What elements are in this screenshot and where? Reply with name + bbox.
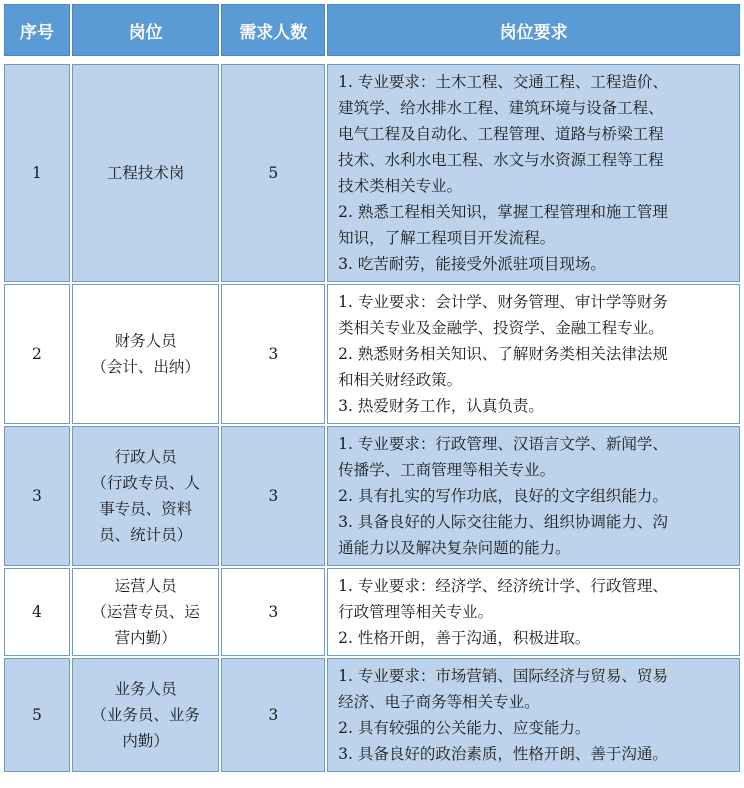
row-requirements bbox=[327, 426, 740, 566]
table-row bbox=[4, 284, 740, 424]
row-count: 3 bbox=[221, 658, 325, 772]
requirement-line: 3. 吃苦耐劳，能接受外派驻项目现场。 bbox=[338, 255, 606, 273]
row-position bbox=[72, 658, 220, 772]
row-no: 5 bbox=[4, 658, 70, 772]
position-line: 工程技术岗 bbox=[106, 164, 185, 182]
requirement-line: 电气工程及自动化、工程管理、道路与桥梁工程 bbox=[338, 125, 664, 143]
requirement-line: 2. 熟悉财务相关知识、了解财务类相关法律法规 bbox=[338, 345, 668, 363]
table-row bbox=[4, 658, 740, 772]
row-requirements bbox=[327, 284, 740, 424]
row-count: 5 bbox=[221, 64, 325, 282]
header-no: 序号 bbox=[4, 4, 70, 56]
requirement-line: 2. 熟悉工程相关知识，掌握工程管理和施工管理 bbox=[338, 203, 668, 221]
position-line: （运营专员、运 bbox=[91, 603, 200, 621]
requirement-line: 2. 具有扎实的写作功底，良好的文字组织能力。 bbox=[338, 487, 668, 505]
position-line: 行政人员 bbox=[114, 448, 177, 466]
row-position bbox=[72, 64, 220, 282]
position-line: 业务人员 bbox=[114, 680, 177, 698]
row-requirements bbox=[327, 568, 740, 656]
table-row bbox=[4, 568, 740, 656]
row-requirements bbox=[327, 658, 740, 772]
row-no: 4 bbox=[4, 568, 70, 656]
row-no: 1 bbox=[4, 64, 70, 282]
row-position bbox=[72, 426, 220, 566]
requirement-line: 技术、水利水电工程、水文与水资源工程等工程 bbox=[338, 151, 664, 169]
position-line: 事专员、资料 bbox=[99, 500, 193, 518]
position-line: 运营人员 bbox=[114, 577, 177, 595]
row-count: 3 bbox=[221, 426, 325, 566]
position-line: （业务员、业务 bbox=[91, 706, 200, 724]
requirement-line: 2. 性格开朗，善于沟通，积极进取。 bbox=[338, 629, 591, 647]
row-position bbox=[72, 568, 220, 656]
requirement-line: 1. 专业要求：市场营销、国际经济与贸易、贸易 bbox=[338, 667, 668, 685]
row-position bbox=[72, 284, 220, 424]
requirement-line: 和相关财经政策。 bbox=[338, 371, 463, 389]
position-line: 员、统计员） bbox=[99, 526, 193, 544]
requirement-line: 3. 具备良好的政治素质，性格开朗、善于沟通。 bbox=[338, 745, 668, 763]
requirement-line: 经济、电子商务等相关专业。 bbox=[338, 693, 540, 711]
requirement-line: 传播学、工商管理等相关专业。 bbox=[338, 461, 556, 479]
row-no: 3 bbox=[4, 426, 70, 566]
row-count: 3 bbox=[221, 568, 325, 656]
requirement-line: 知识，了解工程项目开发流程。 bbox=[338, 229, 556, 247]
position-line: （行政专员、人 bbox=[91, 474, 200, 492]
header-requirements: 岗位要求 bbox=[327, 4, 740, 56]
header-position: 岗位 bbox=[72, 4, 220, 56]
row-no: 2 bbox=[4, 284, 70, 424]
header-count: 需求人数 bbox=[221, 4, 325, 56]
requirement-line: 3. 具备良好的人际交往能力、组织协调能力、沟 bbox=[338, 513, 668, 531]
requirement-line: 2. 具有较强的公关能力、应变能力。 bbox=[338, 719, 591, 737]
row-requirements bbox=[327, 64, 740, 282]
requirement-line: 建筑学、给水排水工程、建筑环境与设备工程、 bbox=[338, 99, 664, 117]
requirement-line: 1. 专业要求：土木工程、交通工程、工程造价、 bbox=[338, 73, 668, 91]
requirement-line: 通能力以及解决复杂问题的能力。 bbox=[338, 539, 571, 557]
requirement-line: 1. 专业要求：行政管理、汉语言文学、新闻学、 bbox=[338, 435, 668, 453]
position-line: （会计、出纳） bbox=[91, 358, 200, 376]
requirement-line: 行政管理等相关专业。 bbox=[338, 603, 494, 621]
table-row bbox=[4, 426, 740, 566]
job-requirements-table bbox=[2, 2, 742, 774]
requirement-line: 3. 热爱财务工作，认真负责。 bbox=[338, 397, 544, 415]
requirement-line: 1. 专业要求：会计学、财务管理、审计学等财务 bbox=[338, 293, 668, 311]
requirement-line: 类相关专业及金融学、投资学、金融工程专业。 bbox=[338, 319, 664, 337]
header-row bbox=[4, 4, 740, 56]
position-line: 营内勤） bbox=[114, 629, 177, 647]
position-line: 内勤） bbox=[122, 732, 169, 750]
row-count: 3 bbox=[221, 284, 325, 424]
position-line: 财务人员 bbox=[114, 332, 177, 350]
requirement-line: 技术类相关专业。 bbox=[338, 177, 463, 195]
requirement-line: 1. 专业要求：经济学、经济统计学、行政管理、 bbox=[338, 577, 668, 595]
table-row bbox=[4, 64, 740, 282]
